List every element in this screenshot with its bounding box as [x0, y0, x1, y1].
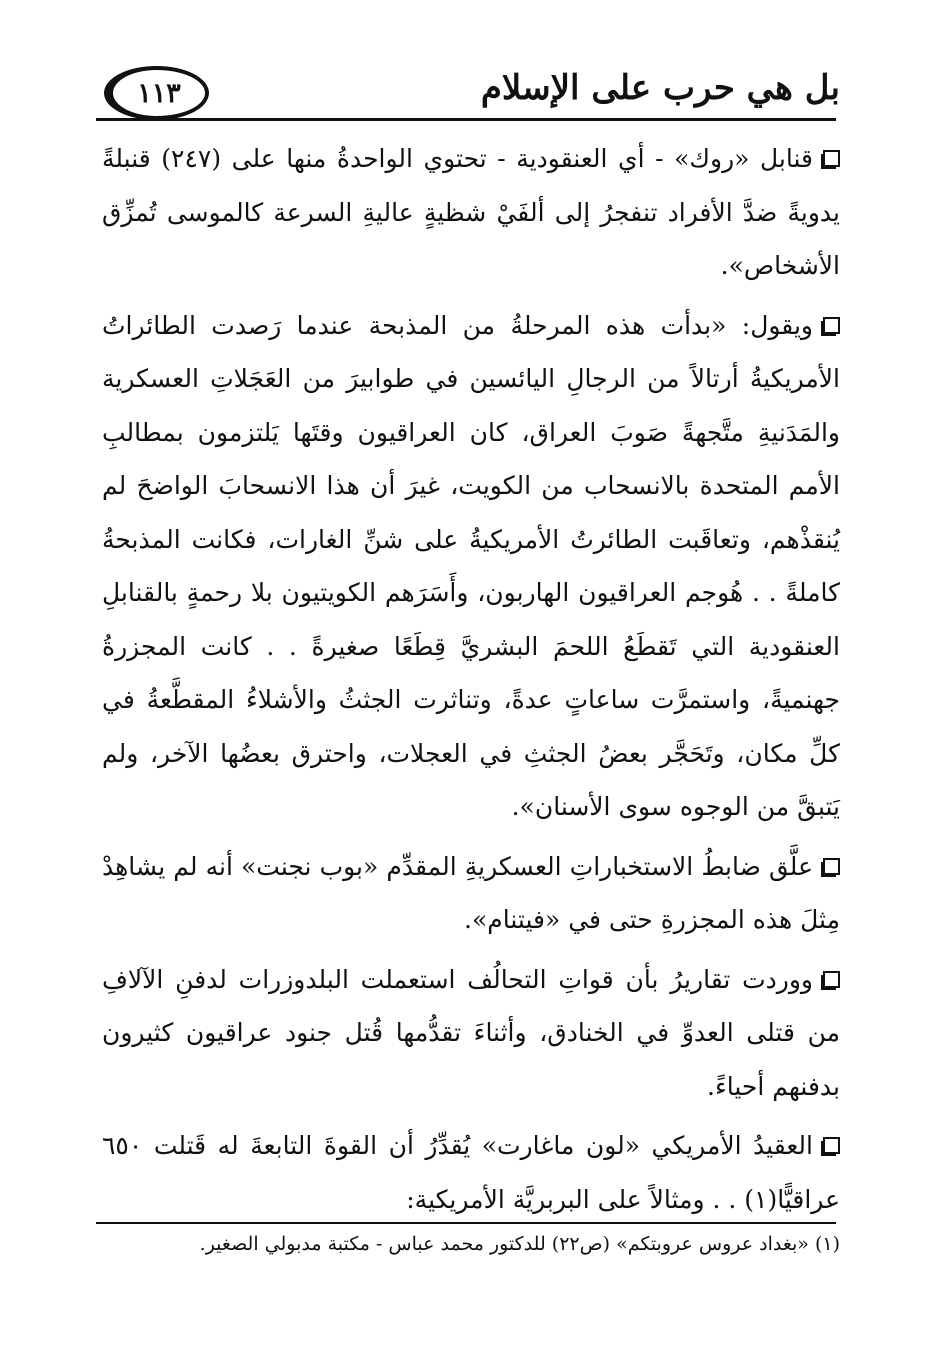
paragraph-text: ووردت تقاريرُ بأن قواتِ التحالُف استعملت البلدوزرات لدفنِ الآلافِ من قتلى العدوِّ في الخنادق، وأثناءَ تقدُّمها قُتل جنود عراقيون كثيرون بدفنهم أحياءً.: [102, 964, 840, 1101]
header-divider: [96, 118, 836, 121]
page-body: [102, 132, 840, 1232]
paragraph-4: [102, 953, 840, 1114]
square-bullet-icon: [823, 971, 840, 988]
paragraph-2: [102, 299, 840, 834]
paragraph-text: قنابل «روك» - أي العنقودية - تحتوي الواحدةُ منها على (٢٤٧) قنبلةً يدويةً ضدَّ الأفراد تنفجرُ إلى ألفَيْ شظيةٍ عاليةِ السرعة كالموسى تُمزِّق الأشخاص».: [102, 144, 840, 280]
square-bullet-icon: [823, 317, 840, 334]
paragraph-1: [102, 132, 840, 293]
running-title: بل هي حرب على الإسلام: [480, 68, 840, 108]
square-bullet-icon: [823, 1137, 840, 1154]
square-bullet-icon: [823, 150, 840, 167]
footnote: (١) «بغداد عروس عروبتكم» (ص٢٢) للدكتور محمد عباس - مكتبة مدبولي الصغير.: [199, 1233, 840, 1255]
paragraph-text: علَّق ضابطُ الاستخباراتِ العسكريةِ المقدِّم «بوب نجنت» أنه لم يشاهِدْ مِثلَ هذه المجزرةِ حتى في «فيتنام».: [102, 851, 840, 934]
page-header: [96, 62, 848, 124]
paragraph-text: ويقول: «بدأت هذه المرحلةُ من المذبحة عندما رَصدت الطائراتُ الأمريكيةُ أرتالاً من الرجالِ اليائسين في طوابيرَ من العَجَلاتِ العسكرية والمَدَنيةِ متَّجهةً صَوبَ العراق، كان العراقيون وقتَها يَلتزمون بمطالبِ الأمم المتحدة بالانسحاب من الكويت، غيرَ أن هذا الانسحابَ الواضحَ لم يُنقذْهم، وتعاقَبت الطائرتُ الأمريكيةُ على شنِّ الغارات، فكانت المذبحةُ كاملةً . . هُوجم العراقيون الهاربون، وأَسَرَهم الكويتيون بلا رحمةٍ بالقنابلِ العنقودية التي تَقطَعُ اللحمَ البشريَّ قِطَعًا صغيرةً . . كانت المجزرةُ جهنميةً، واستمرَّت ساعاتٍ عدةً، وتناثرت الجثثُ والأشلاءُ المقطَّعةُ في كلِّ مكان، وتَحَجَّر بعضُ الجثثِ في العجلات، واحترق بعضُها الآخر، ولم يَتبقَّ من الوجوه سوى الأسنان».: [102, 310, 840, 821]
footnote-divider: [96, 1222, 836, 1224]
paragraph-3: [102, 840, 840, 947]
paragraph-5: [102, 1119, 840, 1226]
paragraph-text: العقيدُ الأمريكي «لون ماغارت» يُقدِّرُ أن القوةَ التابعةَ له قَتلت ٦٥٠ عراقيًّا(١) . . ومثالاً على البربريَّة الأمريكية:: [102, 1131, 840, 1214]
page-number: ١١٣: [104, 66, 209, 120]
square-bullet-icon: [823, 858, 840, 875]
